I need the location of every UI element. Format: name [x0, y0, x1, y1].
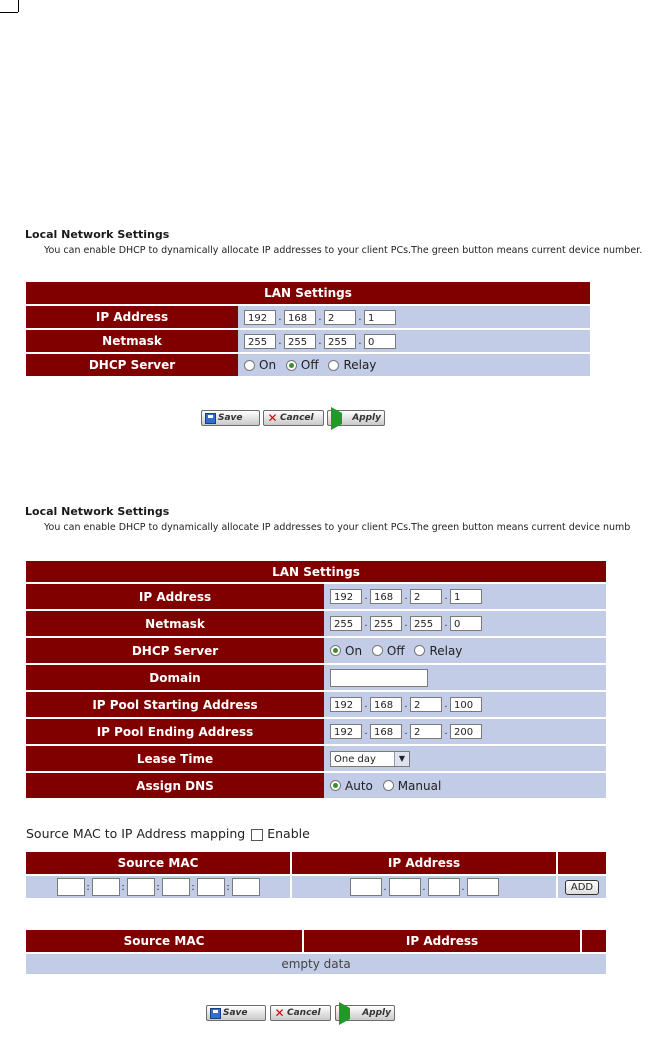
mac-byte-3-input[interactable] [127, 878, 155, 896]
section1-description: You can enable DHCP to dynamically allocate IP addresses to your client PCs.The green button means current device number. [44, 245, 643, 256]
dhcp2-off-label: Off [386, 643, 405, 658]
netmask-octet-2[interactable]: 255 [284, 334, 316, 349]
ip-address-field-2: 192 . 168 . 2 . 1 [324, 584, 606, 609]
ip-input-group: . . . [292, 876, 556, 898]
netmask-octet-4[interactable]: 0 [364, 334, 396, 349]
dhcp-server-options-2 [324, 638, 606, 663]
mac-mapping-input-table [24, 850, 608, 900]
cancel-icon-2: ✕ [274, 1005, 285, 1020]
apply-icon [331, 407, 350, 430]
ip-address-field: 192 . 168 . 2 . 1 [238, 306, 590, 328]
ip-address-label: IP Address [26, 306, 238, 328]
save-button[interactable] [201, 410, 260, 426]
empty-data-row: empty data [26, 954, 606, 974]
pool-start-label: IP Pool Starting Address [26, 692, 324, 717]
dns-manual-label: Manual [397, 778, 442, 793]
list-col-ip: IP Address [304, 930, 580, 952]
netmask-octet-1[interactable]: 255 [244, 334, 276, 349]
lan-settings-title-2: LAN Settings [26, 561, 606, 582]
apply-label-2: Apply [362, 1008, 391, 1018]
list-col-action [582, 930, 606, 952]
dns-auto-label: Auto [345, 778, 373, 793]
apply-label: Apply [352, 413, 381, 423]
apply-button-2[interactable] [335, 1005, 395, 1021]
add-cell [558, 876, 606, 898]
dns-manual-radio[interactable] [383, 780, 394, 791]
section1-heading: Local Network Settings [25, 228, 170, 241]
pool-start-octet-2[interactable]: 168 [370, 697, 402, 712]
ip2-octet-1[interactable]: 192 [330, 589, 362, 604]
domain-field [324, 665, 606, 690]
netmask-octet-3[interactable]: 255 [324, 334, 356, 349]
ip-octet-3[interactable]: 2 [324, 310, 356, 325]
netmask2-octet-3[interactable]: 255 [410, 616, 442, 631]
assign-dns-options [324, 773, 606, 798]
ip-octet-1[interactable]: 192 [244, 310, 276, 325]
ip2-octet-4[interactable]: 1 [450, 589, 482, 604]
dhcp-server-label-2: DHCP Server [26, 638, 324, 663]
cancel-icon: ✕ [267, 410, 278, 425]
map-col-mac: Source MAC [26, 852, 290, 874]
mac-mapping-label: Source MAC to IP Address mapping [26, 826, 246, 841]
mac-mapping-line [26, 826, 310, 841]
dhcp-server-label: DHCP Server [26, 354, 238, 376]
dhcp2-on-radio[interactable] [330, 645, 341, 656]
dhcp-on-label: On [259, 358, 277, 373]
dhcp-relay-label: Relay [343, 358, 377, 373]
add-mapping-button[interactable]: ADD [565, 880, 599, 895]
netmask2-octet-4[interactable]: 0 [450, 616, 482, 631]
lease-time-select[interactable] [330, 751, 410, 767]
domain-label: Domain [26, 665, 324, 690]
mac-mapping-list-table [24, 928, 608, 976]
save-button-2[interactable] [206, 1005, 266, 1021]
dhcp2-on-label: On [345, 643, 363, 658]
lease-time-value: One day [334, 753, 376, 765]
map-col-ip: IP Address [292, 852, 556, 874]
netmask2-octet-2[interactable]: 255 [370, 616, 402, 631]
dhcp-relay-radio[interactable] [328, 360, 339, 371]
pool-end-octet-3[interactable]: 2 [410, 724, 442, 739]
ip2-octet-3[interactable]: 2 [410, 589, 442, 604]
pool-start-field: 192 . 168 . 2 . 100 [324, 692, 606, 717]
pool-end-octet-2[interactable]: 168 [370, 724, 402, 739]
ip2-octet-2[interactable]: 168 [370, 589, 402, 604]
section1-lan-table [26, 280, 590, 378]
cancel-button[interactable] [263, 410, 324, 426]
dhcp2-off-radio[interactable] [372, 645, 383, 656]
mac-mapping-enable-checkbox[interactable] [251, 829, 263, 841]
cancel-button-2[interactable] [270, 1005, 331, 1021]
map-ip-octet-1-input[interactable] [350, 878, 382, 896]
lease-time-label: Lease Time [26, 746, 324, 771]
section2-description: You can enable DHCP to dynamically allocate IP addresses to your client PCs.The green button means current device numb [44, 522, 631, 533]
dhcp-on-radio[interactable] [244, 360, 255, 371]
pool-end-octet-4[interactable]: 200 [450, 724, 482, 739]
mac-byte-6-input[interactable] [232, 878, 260, 896]
pool-end-label: IP Pool Ending Address [26, 719, 324, 744]
netmask-field-2: 255 . 255 . 255 . 0 [324, 611, 606, 636]
dhcp-off-label: Off [300, 358, 319, 373]
section2-lan-table [26, 559, 606, 800]
dhcp2-relay-radio[interactable] [414, 645, 425, 656]
mac-byte-1-input[interactable] [57, 878, 85, 896]
map-ip-octet-4-input[interactable] [467, 878, 499, 896]
map-ip-octet-3-input[interactable] [428, 878, 460, 896]
netmask2-octet-1[interactable]: 255 [330, 616, 362, 631]
chevron-down-icon: ▼ [394, 752, 409, 766]
cancel-label-2: Cancel [287, 1008, 321, 1018]
pool-end-field: 192 . 168 . 2 . 200 [324, 719, 606, 744]
apply-icon-2 [339, 1002, 360, 1025]
lan-settings-title: LAN Settings [26, 282, 590, 304]
netmask-label: Netmask [26, 330, 238, 352]
mac-byte-5-input[interactable] [197, 878, 225, 896]
save-label-2: Save [223, 1008, 248, 1018]
mac-mapping-enable-label: Enable [267, 826, 310, 841]
section2-heading: Local Network Settings [25, 505, 170, 518]
save-icon-2 [210, 1008, 221, 1019]
list-col-mac: Source MAC [26, 930, 302, 952]
map-ip-octet-2-input[interactable] [389, 878, 421, 896]
domain-input[interactable] [330, 669, 428, 687]
pool-end-octet-1[interactable]: 192 [330, 724, 362, 739]
mac-byte-2-input[interactable] [92, 878, 120, 896]
save-label: Save [218, 413, 243, 423]
netmask-label-2: Netmask [26, 611, 324, 636]
assign-dns-label: Assign DNS [26, 773, 324, 798]
netmask-field: 255 . 255 . 255 . 0 [238, 330, 590, 352]
pool-start-octet-1[interactable]: 192 [330, 697, 362, 712]
apply-button[interactable] [327, 410, 385, 426]
map-col-action [558, 852, 606, 874]
dhcp-server-options [238, 354, 590, 376]
ip-octet-4[interactable]: 1 [364, 310, 396, 325]
mac-input-group: : : : : : [26, 876, 290, 898]
cancel-label: Cancel [280, 413, 314, 423]
pool-start-octet-4[interactable]: 100 [450, 697, 482, 712]
dhcp2-relay-label: Relay [429, 643, 463, 658]
mac-byte-4-input[interactable] [162, 878, 190, 896]
pool-start-octet-3[interactable]: 2 [410, 697, 442, 712]
dns-auto-radio[interactable] [330, 780, 341, 791]
corner-mark-horizontal [0, 12, 18, 13]
ip-address-label-2: IP Address [26, 584, 324, 609]
lease-time-field [324, 746, 606, 771]
corner-mark-vertical [18, 0, 19, 12]
ip-octet-2[interactable]: 168 [284, 310, 316, 325]
save-icon [205, 413, 216, 424]
dhcp-off-radio[interactable] [286, 360, 297, 371]
